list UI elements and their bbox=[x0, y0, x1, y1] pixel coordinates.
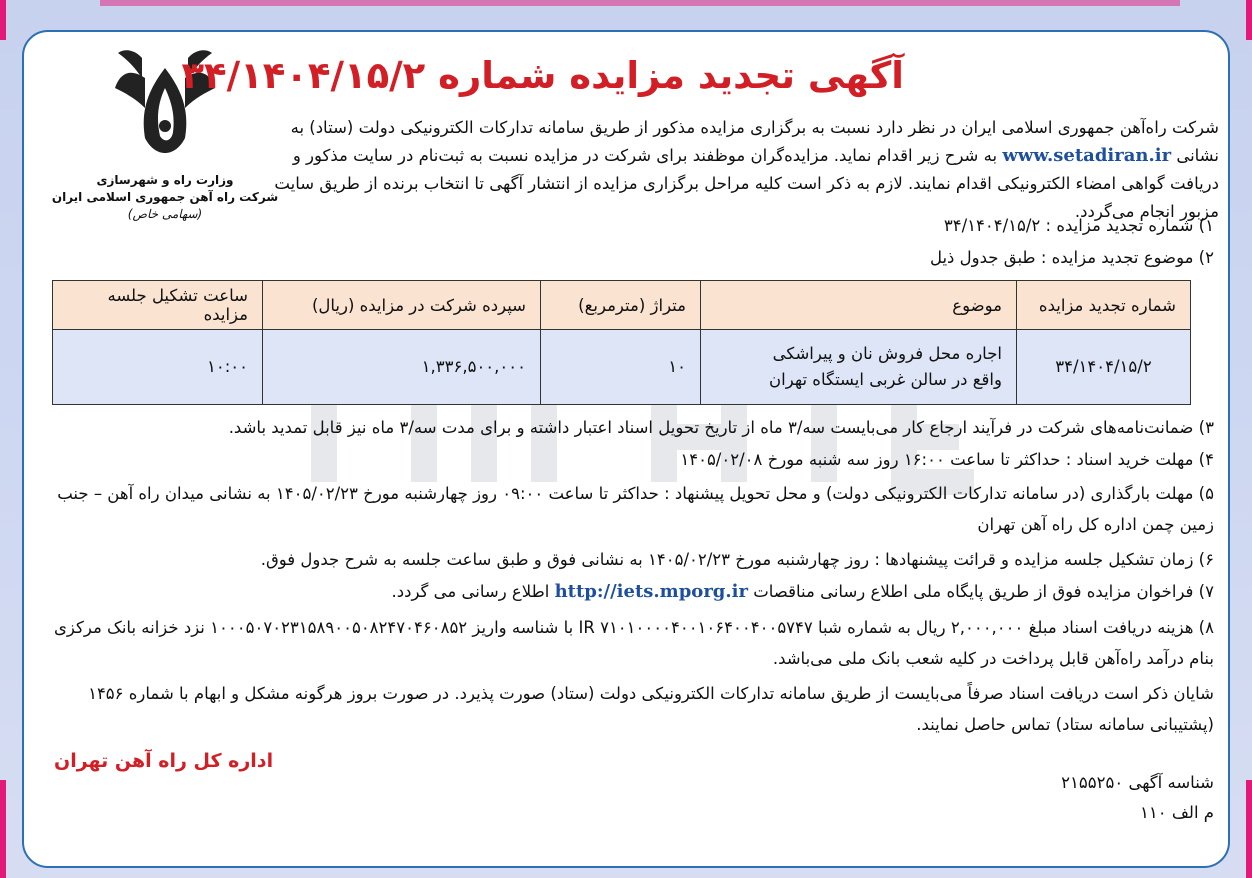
header-number: شماره تجدید مزایده bbox=[1017, 281, 1191, 330]
header-subject: موضوع bbox=[701, 281, 1017, 330]
clause-7-text-a: ۷) فراخوان مزایده فوق از طریق پایگاه ملی اطلاع رسانی مناقصات bbox=[753, 582, 1214, 601]
ad-code: م الف ۱۱۰ bbox=[1140, 803, 1214, 822]
right-accent-bar-top bbox=[1246, 0, 1252, 40]
clause-5: ۵) مهلت بارگذاری (در سامانه تدارکات الکترونیکی دولت) و محل تحویل پیشنهاد : حداکثر تا ساعت ۰۹:۰۰ روز چهارشنبه مورخ ۱۴۰۵/۰۲/۲۳ به نشانی میدان راه آهن – جنب زمین چمن اداره کل راه آهن تهران bbox=[57, 484, 1214, 534]
logo-ministry-text: وزارت راه و شهرسازی bbox=[96, 173, 234, 187]
item-2-subject: ۲) موضوع تجدید مزایده : طبق جدول ذیل bbox=[929, 248, 1214, 267]
intro-paragraph bbox=[262, 114, 1219, 226]
cell-number: ۳۴/۱۴۰۴/۱۵/۲ bbox=[1017, 330, 1191, 405]
table-row bbox=[53, 330, 1191, 405]
cell-area: ۱۰ bbox=[541, 330, 701, 405]
right-accent-bar-bottom bbox=[1246, 780, 1252, 878]
header-time: ساعت تشکیل جلسه مزایده bbox=[53, 281, 263, 330]
cell-subject bbox=[701, 330, 1017, 405]
cell-subject-line2: واقع در سالن غربی ایستگاه تهران bbox=[769, 370, 1002, 389]
intro-text-2: به شرح زیر اقدام نماید. مزایده‌گران موظفند برای شرکت در مزایده نسبت به ثبت‌نام در سایت مذکور و دریافت گواهی امضاء الکترونیکی اقدام نمایند. لازم به ذکر است کلیه مراحل برگزاری مزایده از انتشار آگهی تا انتخاب برنده از طریق سایت مزبور انجام می‌گردد. bbox=[274, 146, 1219, 221]
clause-4: ۴) مهلت خرید اسناد : حداکثر تا ساعت ۱۶:۰۰ روز سه شنبه مورخ ۱۴۰۵/۰۲/۰۸ bbox=[680, 450, 1214, 469]
left-accent-bar-bottom bbox=[0, 780, 6, 878]
clause-7 bbox=[54, 576, 1214, 607]
item-1-number: ۱) شماره تجدید مزایده : ۳۴/۱۴۰۴/۱۵/۲ bbox=[943, 216, 1214, 235]
announcement-card bbox=[22, 30, 1230, 868]
header-deposit: سپرده شرکت در مزایده (ریال) bbox=[263, 281, 541, 330]
issuer-signature: اداره کل راه آهن تهران bbox=[54, 750, 274, 772]
page-title: آگهی تجدید مزایده شماره ۳۴/۱۴۰۴/۱۵/۲ bbox=[181, 54, 904, 97]
header-area: متراژ (مترمربع) bbox=[541, 281, 701, 330]
left-accent-bar-top bbox=[0, 0, 6, 40]
clause-8: ۸) هزینه دریافت اسناد مبلغ ۲,۰۰۰,۰۰۰ ریال به شماره شبا IR ۷۱۰۱۰۰۰۰۴۰۰۱۰۶۴۰۰۴۰۰۵۷۴۷ با شناسه واریز ۱۰۰۰۵۰۷۰۲۳۱۵۸۹۰۰۵۰۸۲۴۷۰۴۶۰۸۵۲ نزد خزانه بانک مرکزی بنام درآمد راه‌آهن قابل پرداخت در کلیه شعب بانک ملی می‌باشد. bbox=[54, 618, 1214, 668]
cell-deposit: ۱,۳۳۶,۵۰۰,۰۰۰ bbox=[263, 330, 541, 405]
table-header-row bbox=[53, 281, 1191, 330]
support-note: شایان ذکر است دریافت اسناد صرفاً می‌بایست از طریق سامانه تدارکات الکترونیکی دولت (ستاد) صورت پذیرد. در صورت بروز هرگونه مشکل و ابهام با شماره ۱۴۵۶ (پشتیبانی سامانه ستاد) تماس حاصل نمایند. bbox=[88, 684, 1214, 734]
clause-7-text-b: اطلاع رسانی می گردد. bbox=[391, 582, 550, 601]
logo-company-text: شرکت راه آهن جمهوری اسلامی ایران bbox=[51, 190, 279, 204]
logo-type-text: (سهامی خاص) bbox=[127, 207, 203, 221]
clause-3: ۳) ضمانت‌نامه‌های شرکت در فرآیند ارجاع کار می‌بایست سه/۳ ماه از تاریخ تحویل اسناد اعتبار داشته و برای مدت سه/۳ ماه نیز قابل تمدید باشد. bbox=[228, 418, 1214, 437]
ad-identifier-block bbox=[1061, 768, 1214, 828]
intro-text-1: شرکت راه‌آهن جمهوری اسلامی ایران در نظر دارد نسبت به برگزاری مزایده مذکور از طریق سامانه تدارکات الکترونیکی دولت (ستاد) به نشانی bbox=[290, 118, 1219, 165]
auction-table bbox=[52, 280, 1191, 405]
clause-6: ۶) زمان تشکیل جلسه مزایده و قرائت پیشنهادها : روز چهارشنبه مورخ ۱۴۰۵/۰۲/۲۳ به نشانی فوق و طبق ساعت جلسه به شرح جدول فوق. bbox=[260, 550, 1214, 569]
ad-id: شناسه آگهی ۲۱۵۵۲۵۰ bbox=[1061, 773, 1214, 792]
setad-url-link[interactable]: www.setadiran.ir bbox=[1002, 145, 1172, 166]
cell-subject-line1: اجاره محل فروش نان و پیراشکی bbox=[772, 344, 1002, 363]
top-accent-line bbox=[100, 0, 1180, 6]
iets-url-link[interactable]: http://iets.mporg.ir bbox=[554, 581, 748, 602]
cell-time: ۱۰:۰۰ bbox=[53, 330, 263, 405]
